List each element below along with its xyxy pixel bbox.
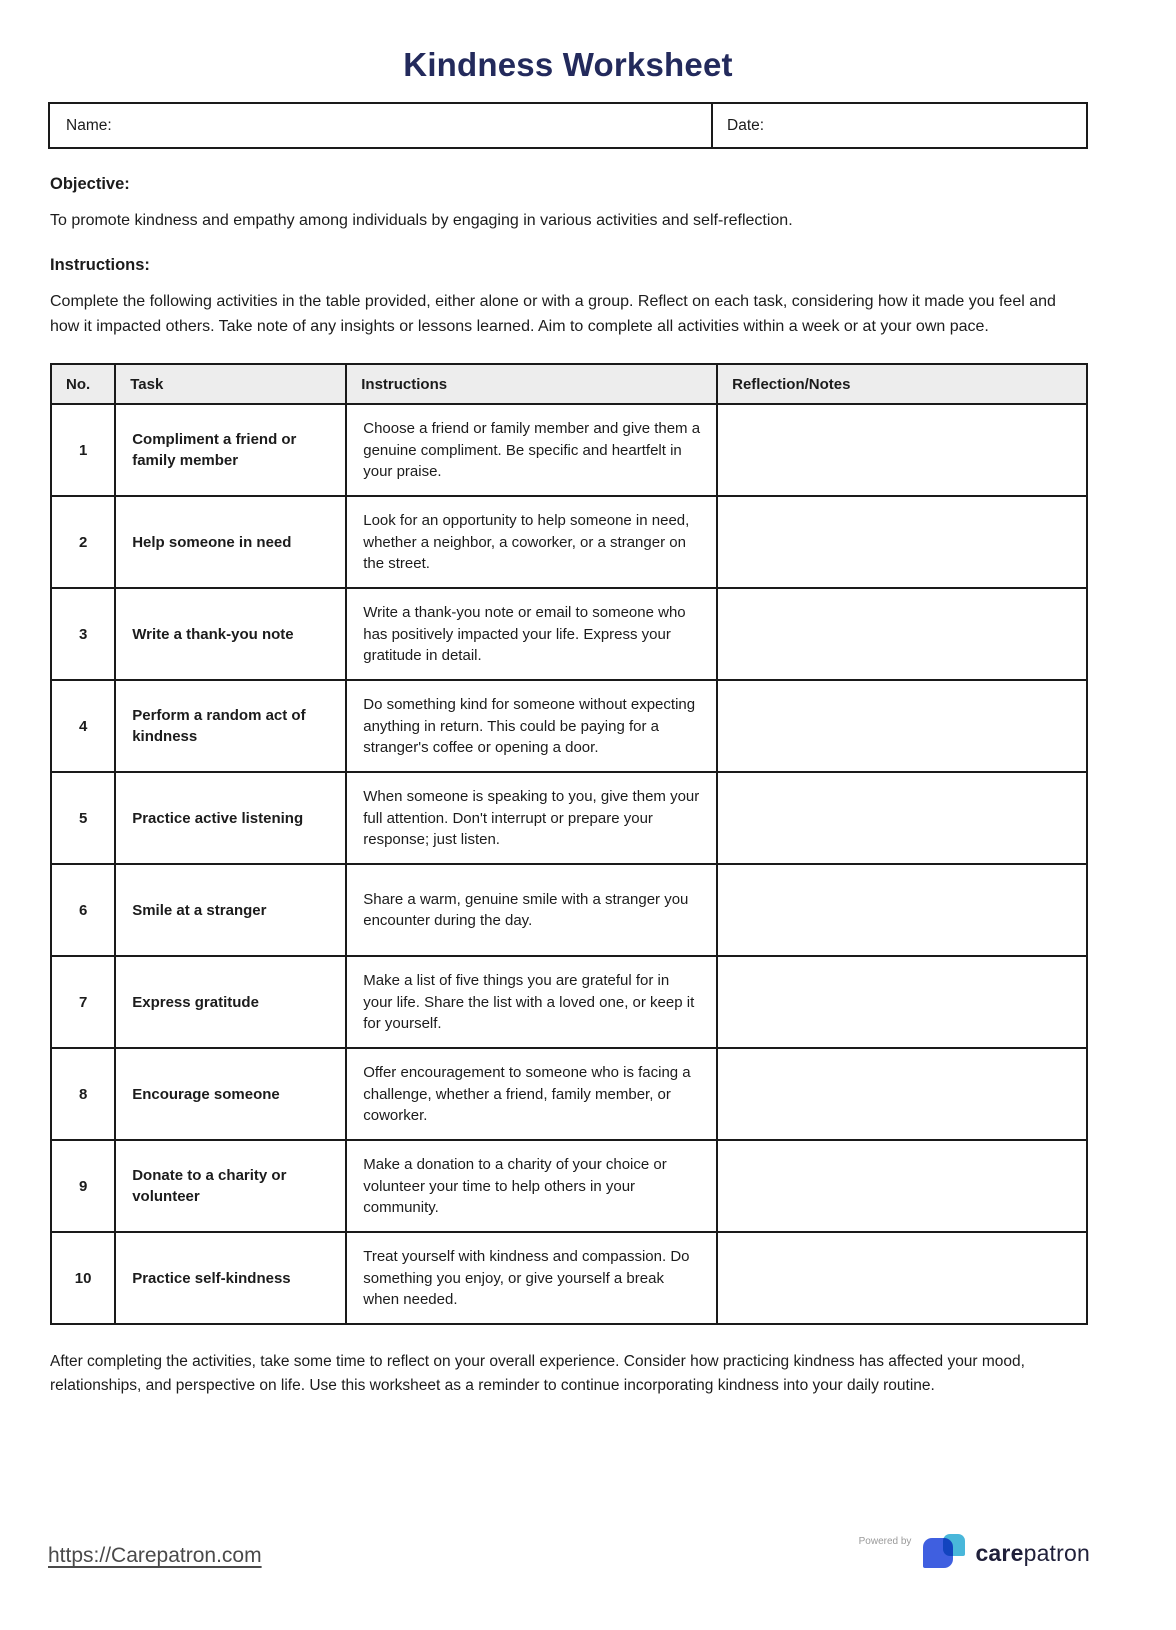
table-row xyxy=(51,772,1087,864)
brand-area xyxy=(859,1534,1090,1572)
row-number: 5 xyxy=(51,772,115,864)
table-row xyxy=(51,1140,1087,1232)
row-task: Smile at a stranger xyxy=(115,864,346,956)
row-number: 7 xyxy=(51,956,115,1048)
objective-heading: Objective: xyxy=(50,175,130,193)
row-instructions: Write a thank-you note or email to someone who has positively impacted your life. Express your gratitude in detail. xyxy=(346,588,717,680)
header-reflection-notes: Reflection/Notes xyxy=(717,364,1087,404)
row-number: 8 xyxy=(51,1048,115,1140)
row-number: 9 xyxy=(51,1140,115,1232)
table-row xyxy=(51,496,1087,588)
row-reflection-notes[interactable] xyxy=(717,1048,1087,1140)
carepatron-link[interactable]: https://Carepatron.com xyxy=(48,1544,262,1567)
row-task: Write a thank-you note xyxy=(115,588,346,680)
header-instructions: Instructions xyxy=(346,364,717,404)
table-row xyxy=(51,588,1087,680)
row-number: 10 xyxy=(51,1232,115,1324)
row-reflection-notes[interactable] xyxy=(717,1232,1087,1324)
table-row xyxy=(51,680,1087,772)
date-field[interactable] xyxy=(713,104,1086,147)
logo-teal-bubble-icon xyxy=(943,1534,965,1556)
table-row xyxy=(51,1048,1087,1140)
row-task: Compliment a friend or family member xyxy=(115,404,346,496)
header-task: Task xyxy=(115,364,346,404)
row-instructions: Choose a friend or family member and give them a genuine compliment. Be specific and heartfelt in your praise. xyxy=(346,404,717,496)
row-number: 4 xyxy=(51,680,115,772)
row-task: Practice active listening xyxy=(115,772,346,864)
page-title: Kindness Worksheet xyxy=(403,46,733,83)
row-instructions: Make a list of five things you are grateful for in your life. Share the list with a loved one, or keep it for yourself. xyxy=(346,956,717,1048)
objective-text: To promote kindness and empathy among individuals by engaging in various activities and self-reflection. xyxy=(50,212,793,229)
powered-by-label: Powered by xyxy=(858,1536,912,1547)
row-reflection-notes[interactable] xyxy=(717,864,1087,956)
row-task: Practice self-kindness xyxy=(115,1232,346,1324)
name-label: Name: xyxy=(66,116,112,134)
row-reflection-notes[interactable] xyxy=(717,680,1087,772)
closing-text: After completing the activities, take some time to reflect on your overall experience. Consider how practicing kindness has affected your mood, relationships, and perspective on life. Use this worksheet as a reminder to continue incorporating kindness into your daily routine. xyxy=(50,1353,1025,1395)
brand-wordmark: carepatron xyxy=(975,1539,1090,1566)
name-field[interactable] xyxy=(50,104,713,147)
row-number: 1 xyxy=(51,404,115,496)
row-number: 6 xyxy=(51,864,115,956)
carepatron-logo-icon xyxy=(923,1534,967,1572)
header-no: No. xyxy=(51,364,115,404)
row-task: Perform a random act of kindness xyxy=(115,680,346,772)
table-row xyxy=(51,404,1087,496)
row-instructions: Do something kind for someone without expecting anything in return. This could be paying for a stranger's coffee or opening a door. xyxy=(346,680,717,772)
row-instructions: Look for an opportunity to help someone in need, whether a neighbor, a coworker, or a stranger on the street. xyxy=(346,496,717,588)
row-reflection-notes[interactable] xyxy=(717,1140,1087,1232)
row-task: Help someone in need xyxy=(115,496,346,588)
row-reflection-notes[interactable] xyxy=(717,496,1087,588)
date-label: Date: xyxy=(727,116,765,134)
row-reflection-notes[interactable] xyxy=(717,772,1087,864)
row-task: Donate to a charity or volunteer xyxy=(115,1140,346,1232)
row-number: 2 xyxy=(51,496,115,588)
row-instructions: Make a donation to a charity of your choice or volunteer your time to help others in your community. xyxy=(346,1140,717,1232)
task-table xyxy=(50,363,1088,1325)
instructions-text: Complete the following activities in the table provided, either alone or with a group. Reflect on each task, considering how it made you feel and how it impacted others. Take note of any insights or lessons learned. Aim to complete all activities within a week or at your own pace. xyxy=(50,292,1056,335)
table-row xyxy=(51,864,1087,956)
instructions-heading: Instructions: xyxy=(50,255,150,274)
row-instructions: Share a warm, genuine smile with a stranger you encounter during the day. xyxy=(346,864,717,956)
row-reflection-notes[interactable] xyxy=(717,404,1087,496)
table-row xyxy=(51,1232,1087,1324)
name-date-box xyxy=(48,102,1088,149)
row-number: 3 xyxy=(51,588,115,680)
row-instructions: Offer encouragement to someone who is facing a challenge, whether a friend, family member, or coworker. xyxy=(346,1048,717,1140)
row-instructions: Treat yourself with kindness and compassion. Do something you enjoy, or give yourself a break when needed. xyxy=(346,1232,717,1324)
task-table-header xyxy=(51,364,1087,404)
row-reflection-notes[interactable] xyxy=(717,956,1087,1048)
row-reflection-notes[interactable] xyxy=(717,588,1087,680)
row-task: Encourage someone xyxy=(115,1048,346,1140)
row-task: Express gratitude xyxy=(115,956,346,1048)
task-table-body xyxy=(51,404,1087,1324)
row-instructions: When someone is speaking to you, give them your full attention. Don't interrupt or prepare your response; just listen. xyxy=(346,772,717,864)
table-row xyxy=(51,956,1087,1048)
